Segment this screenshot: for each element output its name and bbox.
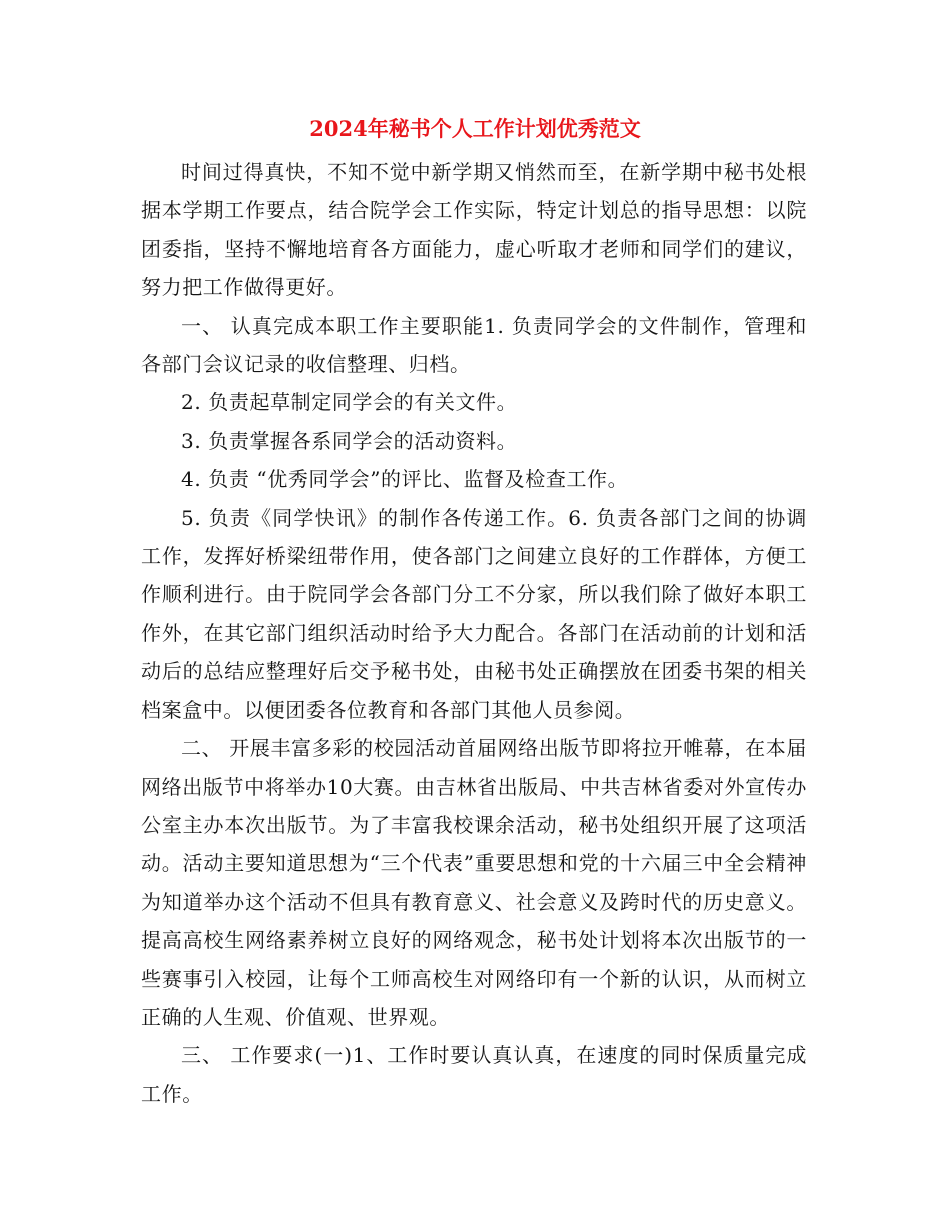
paragraph-item-2: 2. 负责起草制定同学会的有关文件。 <box>181 390 518 415</box>
paragraph-section-one: 一、 认真完成本职工作主要职能1. 负责同学会的文件制作，管理和各部门会议记录的收信整理、归档。 <box>141 313 807 377</box>
paragraph-item-3: 3. 负责掌握各系同学会的活动资料。 <box>181 428 518 453</box>
paragraph-section-three: 三、 工作要求(一)1、工作时要认真认真，在速度的同时保质量完成工作。 <box>141 1043 807 1106</box>
document-body <box>141 153 807 1113</box>
paragraph-section-two: 二、 开展丰富多彩的校园活动首届网络出版节即将拉开帷幕，在本届网络出版节中将举办10大赛。由吉林省出版局、中共吉林省委对外宣传办公室主办本次出版节。为了丰富我校课余活动，秘书处组织开展了这项活动。活动主要知道思想为“三个代表”重要思想和党的十六届三中全会精神为知道举办这个活动不但具有教育意义、社会意义及跨时代的历史意义。提高高校生网络素养树立良好的网络观念，秘书处计划将本次出版节的一些赛事引入校园，让每个工师高校生对网络印有一个新的认识，从而树立正确的人生观、价值观、世界观。 <box>141 736 807 1029</box>
paragraph-intro: 时间过得真快，不知不觉中新学期又悄然而至，在新学期中秘书处根据本学期工作要点，结合院学会工作实际，特定计划总的指导思想：以院团委指，坚持不懈地培育各方面能力，虚心听取才老师和同学们的建议，努力把工作做得更好。 <box>141 160 807 300</box>
document-title: 2024年秘书个人工作计划优秀范文 <box>309 116 641 141</box>
paragraph-item-5-6: 5. 负责《同学快讯》的制作各传递工作。6. 负责各部门之间的协调工作，发挥好桥梁纽带作用，使各部门之间建立良好的工作群体，方便工作顺利进行。由于院同学会各部门分工不分家，所以我们除了做好本职工作外，在其它部门组织活动时给予大力配合。各部门在活动前的计划和活动后的总结应整理好后交予秘书处，由秘书处正确摆放在团委书架的相关档案盒中。以便团委各位教育和各部门其他人员参阅。 <box>141 505 807 722</box>
paragraph-item-4: 4. 负责 “优秀同学会”的评比、监督及检查工作。 <box>181 467 629 492</box>
